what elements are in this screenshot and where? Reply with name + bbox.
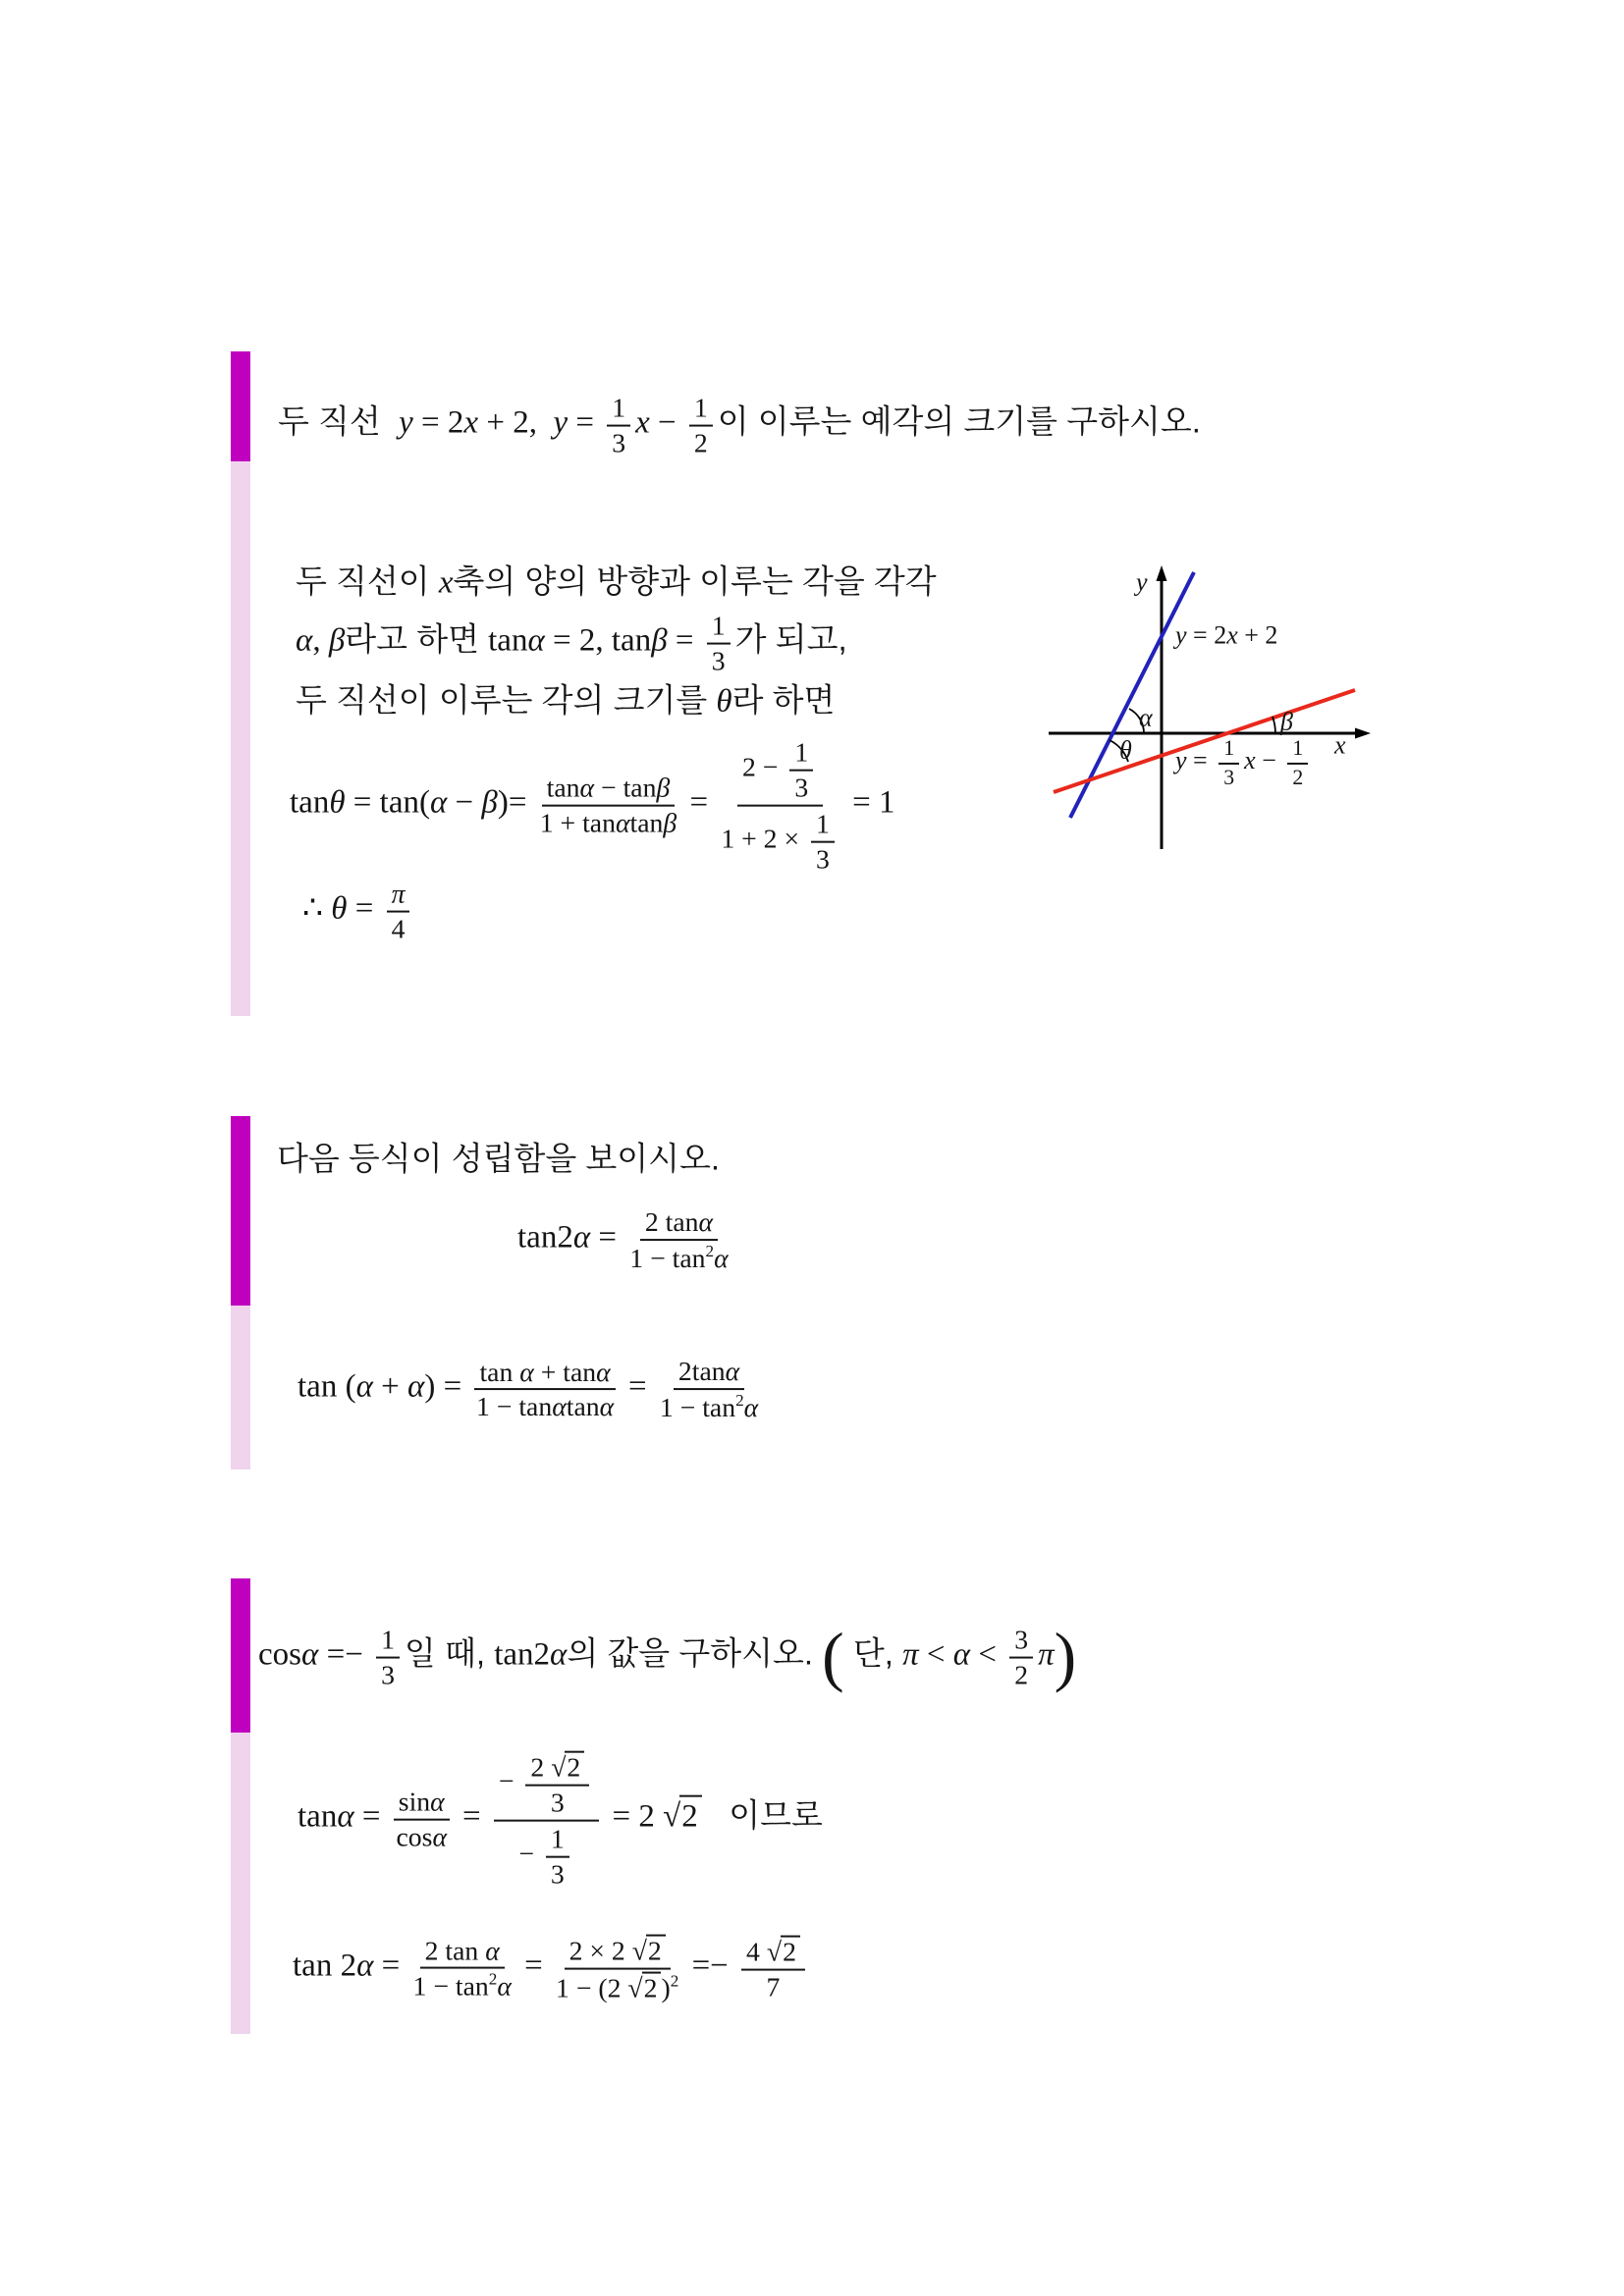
problem1-solution-conclusion xyxy=(302,879,414,944)
math-text: 1 − tan xyxy=(475,1391,553,1422)
math-text: tan xyxy=(479,1356,520,1387)
fraction xyxy=(789,737,813,803)
math-text: 1 + 2 × xyxy=(721,823,807,854)
math-text: 1 − (2 xyxy=(556,1972,628,2003)
math-text: 두 직선이 이루는 각의 크기를 xyxy=(296,681,717,719)
math-text: − xyxy=(1255,745,1283,774)
math-text: 2 xyxy=(783,1936,796,1967)
fraction-denominator xyxy=(556,1970,678,2003)
problem2-target-formula xyxy=(517,1206,733,1273)
math-text: − xyxy=(649,404,684,441)
math-text: ) = xyxy=(424,1368,470,1405)
math-text: α xyxy=(1139,703,1153,732)
math-text: y xyxy=(1136,567,1148,597)
math-text: 라 하면 xyxy=(731,681,836,719)
math-text: y xyxy=(1175,620,1187,650)
math-text: = 2 xyxy=(1186,620,1227,650)
math-text: 1 xyxy=(711,610,726,641)
fraction-numerator xyxy=(546,1824,569,1858)
math-text: = 1 xyxy=(843,784,895,821)
fraction-denominator xyxy=(381,1659,395,1690)
fraction xyxy=(660,1356,758,1422)
math-text: α xyxy=(296,622,313,659)
fraction xyxy=(540,773,677,838)
fraction-numerator xyxy=(640,1206,718,1241)
fraction-numerator xyxy=(789,737,813,772)
problem1-solution-line1 xyxy=(296,561,937,603)
problem1-solution-formula xyxy=(290,736,895,875)
problem3-statement-bar xyxy=(231,1578,250,1733)
math-text: = xyxy=(515,1948,552,1984)
radical-sign: √ xyxy=(631,1935,647,1966)
fraction-denominator xyxy=(396,1821,447,1852)
math-text: 2 tan xyxy=(424,1935,486,1966)
math-text: α xyxy=(550,1636,568,1673)
math-text: + xyxy=(372,1368,408,1405)
math-text: α xyxy=(698,1206,714,1238)
math-text: )= xyxy=(497,784,535,821)
fraction xyxy=(376,1625,400,1690)
math-text: 2 tan xyxy=(644,1206,699,1238)
math-text: 2 × 2 xyxy=(568,1935,632,1966)
math-text: β xyxy=(1280,707,1293,736)
math-text: sin xyxy=(398,1786,431,1817)
math-text: α xyxy=(337,1798,354,1835)
fraction xyxy=(1009,1625,1033,1690)
fraction-numerator xyxy=(474,1357,615,1391)
fraction xyxy=(413,1935,512,2002)
math-text: = xyxy=(681,784,717,821)
problem1-solution-bar xyxy=(231,461,250,1016)
math-text: α xyxy=(599,1391,615,1422)
math-text: 2 xyxy=(643,1972,658,2003)
math-text: α xyxy=(714,1243,729,1273)
math-text: 1 − tan xyxy=(659,1392,736,1422)
math-text: 2 xyxy=(1292,765,1304,789)
math-text: =− xyxy=(318,1636,372,1673)
math-text: 이므로 xyxy=(701,1796,823,1834)
math-text: 2 xyxy=(530,1751,552,1783)
math-text: 라고 하면 xyxy=(345,620,489,658)
math-text: 단, xyxy=(843,1634,903,1672)
math-text: α xyxy=(596,1356,611,1387)
fraction-denominator xyxy=(1223,765,1234,790)
math-text: = xyxy=(347,890,382,927)
math-text: α xyxy=(497,1971,512,2002)
math-text: β xyxy=(328,622,346,659)
fraction-denominator xyxy=(551,1857,565,1889)
radicand xyxy=(679,1795,702,1838)
radicand xyxy=(565,1751,584,1783)
radicand xyxy=(781,1936,800,1967)
math-text: 2 xyxy=(735,1391,744,1410)
math-text: α xyxy=(952,1636,971,1673)
fraction-denominator xyxy=(1014,1659,1028,1690)
math-text: 1 xyxy=(381,1624,395,1655)
fraction-numerator xyxy=(1218,736,1239,765)
radical-sign: √ xyxy=(627,1972,643,2003)
math-text: = xyxy=(568,404,603,441)
math-text: α xyxy=(355,1368,373,1405)
math-text: 4 xyxy=(391,913,406,944)
alpha-angle-label xyxy=(1139,705,1153,733)
math-text: α xyxy=(579,772,595,803)
math-text: = xyxy=(373,1948,408,1984)
math-text: α xyxy=(552,1391,567,1422)
math-text: π xyxy=(391,878,406,909)
fraction-numerator xyxy=(607,393,630,427)
math-text: y xyxy=(399,404,413,441)
square-root xyxy=(632,1935,666,1966)
math-text: θ xyxy=(331,890,348,927)
math-text: 3 xyxy=(381,1659,395,1690)
fraction-numerator xyxy=(1009,1625,1033,1659)
math-text: < xyxy=(918,1636,953,1673)
square-root xyxy=(551,1751,584,1783)
math-text: 두 직선이 xyxy=(296,562,439,600)
graph-canvas xyxy=(1041,560,1375,854)
math-text: 2 xyxy=(647,1935,662,1966)
math-text: 1 xyxy=(693,392,708,423)
math-text: α xyxy=(430,1786,445,1817)
math-text: = xyxy=(454,1798,489,1835)
math-text: 1 xyxy=(1223,735,1235,760)
math-text: ) xyxy=(661,1972,671,2003)
math-text: + 2 xyxy=(1237,620,1278,650)
math-text: α xyxy=(407,1368,425,1405)
math-text: α xyxy=(429,784,448,821)
math-text: β xyxy=(656,772,671,803)
fraction-numerator xyxy=(420,1935,505,1969)
math-text: < xyxy=(970,1636,1005,1673)
math-text: tan xyxy=(546,772,580,803)
problem3-solution-bar xyxy=(231,1733,250,2034)
math-text: 2 xyxy=(681,1798,698,1835)
square-root xyxy=(627,1972,661,2003)
fraction-denominator xyxy=(712,645,726,676)
fraction-numerator xyxy=(1287,736,1308,765)
x-axis-label xyxy=(1334,732,1346,761)
fraction xyxy=(556,1934,678,2003)
math-text: 2tan xyxy=(677,1356,726,1387)
math-text: = xyxy=(590,1219,625,1255)
fraction-numerator xyxy=(707,611,731,645)
problem2-solution-formula xyxy=(298,1356,763,1422)
beta-angle-label xyxy=(1280,709,1293,737)
math-text: 2 xyxy=(693,427,708,458)
fraction-denominator xyxy=(816,842,830,874)
radicand xyxy=(642,1972,662,2003)
problem1-statement-bar xyxy=(231,351,250,461)
radical-sign: √ xyxy=(766,1936,783,1967)
fraction-numerator xyxy=(565,1934,671,1970)
math-text: 이 이루는 예각의 크기를 구하시오. xyxy=(717,402,1201,440)
math-text: α xyxy=(301,1636,319,1673)
math-text: 축의 양의 방향과 이루는 각을 각각 xyxy=(453,562,937,600)
fraction xyxy=(721,736,839,875)
math-text: 2 xyxy=(567,1751,581,1783)
math-text: − xyxy=(447,784,482,821)
math-text: 1 xyxy=(612,392,626,423)
x-axis-arrow xyxy=(1355,728,1371,739)
math-text: 3 xyxy=(1223,765,1235,789)
fraction-numerator xyxy=(689,393,713,427)
math-text: 2 xyxy=(1014,1659,1029,1690)
math-text: θ xyxy=(716,683,732,720)
fraction xyxy=(525,1750,589,1818)
red-line-equation-label xyxy=(1175,736,1313,789)
square-root xyxy=(767,1936,800,1967)
math-text: π xyxy=(902,1636,919,1673)
math-text: 1 xyxy=(816,808,830,839)
math-text: − xyxy=(518,1838,541,1869)
fraction-numerator xyxy=(741,1935,805,1971)
math-text: − tan xyxy=(594,772,657,803)
fraction-denominator xyxy=(721,807,839,875)
radicand xyxy=(646,1935,666,1966)
fraction-numerator xyxy=(542,773,676,807)
fraction xyxy=(689,393,713,458)
math-text: 3 xyxy=(550,1787,565,1818)
math-text: tan xyxy=(629,807,664,838)
fraction-numerator xyxy=(494,1749,599,1822)
math-text: θ xyxy=(329,784,346,821)
fraction xyxy=(394,1787,450,1852)
math-text: = xyxy=(353,1798,389,1835)
math-text: 1 xyxy=(794,736,809,768)
math-text: α xyxy=(743,1392,759,1422)
math-text: 1 xyxy=(550,1823,565,1854)
fraction-numerator xyxy=(525,1750,589,1787)
fraction-denominator xyxy=(660,1390,758,1422)
math-text: 3 xyxy=(816,843,830,875)
math-text: α xyxy=(519,1356,534,1387)
math-text: = 2, tan xyxy=(544,622,652,659)
fraction-denominator xyxy=(413,1969,512,2002)
blue-line-equation-label xyxy=(1175,622,1277,651)
problem3-statement xyxy=(258,1619,1077,1693)
problem1-solution-line2 xyxy=(296,611,847,676)
fraction-numerator xyxy=(737,736,823,807)
math-text: 1 xyxy=(1292,735,1304,760)
math-text: β xyxy=(481,784,498,821)
math-text: ) xyxy=(1054,1619,1077,1693)
math-text: tan xyxy=(488,622,528,659)
fraction-denominator xyxy=(392,913,406,944)
math-text: tan ( xyxy=(298,1368,356,1405)
math-text: 3 xyxy=(711,645,726,676)
math-text: cos xyxy=(396,1821,433,1852)
math-text: 2 xyxy=(670,1971,679,1991)
fraction-denominator xyxy=(629,1241,728,1273)
fraction xyxy=(387,879,410,944)
problem3-solution-line2 xyxy=(293,1934,810,2003)
math-text: x xyxy=(438,564,454,601)
problem2-solution-bar xyxy=(231,1306,250,1469)
math-text: 3 xyxy=(550,1858,565,1890)
math-text: , xyxy=(312,622,329,659)
math-text: ( xyxy=(822,1619,844,1693)
y-axis-arrow xyxy=(1157,565,1167,581)
math-text: y xyxy=(553,404,568,441)
math-text: tan xyxy=(566,1391,600,1422)
math-text: = xyxy=(620,1368,655,1405)
fraction xyxy=(811,809,835,875)
math-text: tan 2 xyxy=(293,1948,357,1984)
math-text: π xyxy=(1038,1636,1055,1673)
fraction-numerator xyxy=(394,1787,450,1821)
math-text: α xyxy=(572,1219,591,1255)
math-text: x xyxy=(635,404,650,441)
radical-sign: √ xyxy=(551,1751,567,1783)
fraction-denominator xyxy=(1292,765,1303,790)
math-text: y xyxy=(1175,745,1187,774)
fraction xyxy=(707,611,731,676)
math-text: α xyxy=(432,1821,447,1852)
square-root xyxy=(663,1795,702,1838)
math-text: 4 xyxy=(746,1936,767,1967)
radical-sign: √ xyxy=(663,1798,681,1835)
math-text: 1 − tan xyxy=(412,1971,489,2002)
math-text: 1 + tan xyxy=(539,807,616,838)
fraction xyxy=(1218,736,1239,789)
math-text: 일 때, xyxy=(404,1634,495,1672)
problem1-statement xyxy=(278,393,1201,458)
math-text: x xyxy=(463,404,479,441)
math-text: tan xyxy=(298,1798,338,1835)
math-text: x xyxy=(1226,620,1238,650)
fraction-denominator xyxy=(518,1822,573,1890)
fraction-numerator xyxy=(387,879,410,913)
math-text: 의 값을 구하시오. xyxy=(567,1634,823,1672)
math-text: 3 xyxy=(612,427,626,458)
problem3-solution-line1 xyxy=(298,1749,823,1890)
fraction xyxy=(607,393,630,458)
fraction-denominator xyxy=(612,427,625,458)
math-text: α xyxy=(485,1935,500,1966)
math-text: θ xyxy=(1119,735,1132,765)
math-text: α xyxy=(615,807,630,838)
fraction-denominator xyxy=(540,807,677,838)
math-text: = 2 xyxy=(412,404,464,441)
math-text: 7 xyxy=(766,1971,781,2002)
math-text: tan2 xyxy=(494,1636,551,1673)
math-text: ∴ xyxy=(302,890,332,927)
math-text: = 2 xyxy=(604,1798,664,1835)
graph-figure xyxy=(1041,560,1375,854)
math-text: + tan xyxy=(533,1356,597,1387)
math-text: x xyxy=(1244,745,1256,774)
math-text: α xyxy=(527,622,545,659)
math-text: 두 직선 xyxy=(278,402,400,440)
problem1-solution-line3 xyxy=(296,679,835,721)
fraction-numerator xyxy=(376,1625,400,1659)
math-text: β xyxy=(663,807,677,838)
math-text: 2 − xyxy=(741,751,785,782)
problem2-statement: 다음 등식이 성립함을 보이시오. xyxy=(277,1140,721,1177)
fraction xyxy=(1287,736,1308,789)
fraction-denominator xyxy=(476,1391,614,1422)
fraction-numerator xyxy=(811,809,835,843)
fraction xyxy=(546,1824,569,1890)
math-text: x xyxy=(1334,730,1346,760)
math-text: 2 xyxy=(705,1242,715,1260)
math-text: 가 되고, xyxy=(734,620,847,658)
math-text: − xyxy=(498,1765,521,1796)
fraction-denominator xyxy=(694,427,708,458)
math-text: + 2, xyxy=(478,404,554,441)
math-text: α xyxy=(725,1356,740,1387)
theta-angle-label xyxy=(1119,737,1132,766)
fraction-denominator xyxy=(794,772,808,803)
math-text: 3 xyxy=(794,772,809,803)
math-text: tan xyxy=(290,784,330,821)
fraction xyxy=(629,1206,728,1273)
fraction xyxy=(494,1749,599,1890)
math-text: =− xyxy=(683,1948,737,1984)
fraction-denominator xyxy=(767,1971,781,2002)
math-text: tan2 xyxy=(517,1219,573,1255)
fraction-numerator xyxy=(674,1356,744,1390)
math-text: = xyxy=(1186,745,1215,774)
math-text: cos xyxy=(258,1636,301,1673)
math-text: β xyxy=(651,622,668,659)
problem2-statement-bar xyxy=(231,1116,250,1306)
fraction xyxy=(474,1357,615,1422)
fraction-denominator xyxy=(551,1787,565,1818)
math-text: = xyxy=(667,622,702,659)
math-text: = tan( xyxy=(345,784,430,821)
math-text: 2 xyxy=(488,1970,498,1989)
fraction xyxy=(741,1935,805,2002)
math-text: α xyxy=(356,1948,374,1984)
y-axis-label xyxy=(1136,569,1148,598)
math-text: 3 xyxy=(1014,1624,1029,1655)
math-text: 1 − tan xyxy=(629,1243,706,1273)
